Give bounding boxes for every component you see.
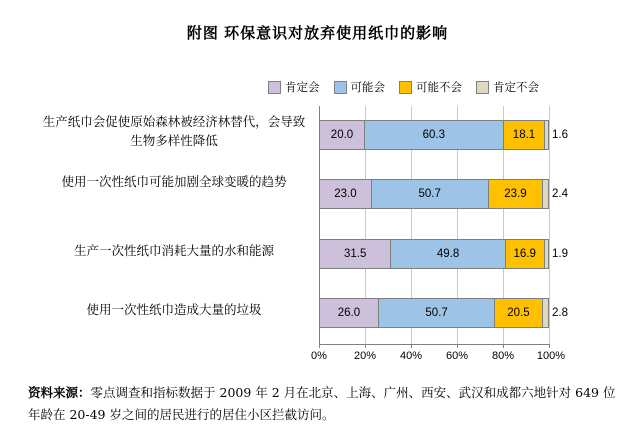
x-axis xyxy=(319,344,550,345)
legend-item-2 xyxy=(399,79,462,95)
legend-item-1 xyxy=(334,79,386,95)
xtick-label-3: 60% xyxy=(445,350,469,362)
bar-segment-3-0: 26.0 xyxy=(319,298,379,328)
xtick-label-5: 100% xyxy=(536,350,566,362)
xtick-5 xyxy=(549,344,550,348)
bar-row-2 xyxy=(319,239,568,269)
category-label-0: 生产纸巾会促使原始森林被经济林替代，会导致生物多样性降低 xyxy=(42,115,306,148)
plot-area xyxy=(319,106,568,344)
legend-swatch-3 xyxy=(476,81,489,94)
category-label-3: 使用一次性纸巾造成大量的垃圾 xyxy=(86,303,262,317)
xtick-2 xyxy=(411,344,412,348)
bar-segment-3-3 xyxy=(543,298,568,328)
bar-segment-0-0: 20.0 xyxy=(319,120,365,150)
bar-segment-0-2: 18.1 xyxy=(504,120,546,150)
bar-segment-0-1: 60.3 xyxy=(365,120,504,150)
bar-value-0-3: 1.6 xyxy=(551,129,568,141)
xtick-label-2: 40% xyxy=(399,350,423,362)
xtick-label-0: 0% xyxy=(311,350,327,362)
source-text: 零点调查和指标数据于 2009 年 2 月在北京、上海、广州、西安、武汉和成都六地针对 649 位年龄在 20-49 岁之间的居民进行的居住小区拦截访问。 xyxy=(28,385,616,422)
bar-value-1-3: 2.4 xyxy=(551,188,568,200)
bar-row-3 xyxy=(319,298,568,328)
legend-label-2: 可能不会 xyxy=(416,82,462,94)
bar-value-3-3: 2.8 xyxy=(551,307,568,319)
xtick-3 xyxy=(457,344,458,348)
bar-segment-2-2: 16.9 xyxy=(506,239,545,269)
legend-swatch-2 xyxy=(399,81,412,94)
legend-label-0: 肯定会 xyxy=(285,82,320,94)
legend-label-3: 肯定不会 xyxy=(493,82,539,94)
bar-row-1 xyxy=(319,179,568,209)
legend-item-3 xyxy=(476,79,539,95)
xtick-label-1: 20% xyxy=(353,350,377,362)
bar-segment-1-0: 23.0 xyxy=(319,179,372,209)
legend-item-0 xyxy=(268,79,320,95)
bar-segment-3-1: 50.7 xyxy=(379,298,496,328)
bar-segment-1-1: 50.7 xyxy=(372,179,489,209)
xtick-4 xyxy=(503,344,504,348)
bar-segment-2-3 xyxy=(545,239,568,269)
source-note xyxy=(28,382,618,426)
xtick-1 xyxy=(365,344,366,348)
category-label-1: 使用一次性纸巾可能加剧全球变暖的趋势 xyxy=(61,175,287,189)
legend-swatch-0 xyxy=(268,81,281,94)
chart-legend xyxy=(268,78,628,96)
source-label: 资料来源： xyxy=(28,386,91,400)
xtick-label-4: 80% xyxy=(491,350,515,362)
legend-swatch-1 xyxy=(334,81,347,94)
bar-segment-2-1: 49.8 xyxy=(391,239,505,269)
bar-row-0 xyxy=(319,120,568,150)
xtick-0 xyxy=(319,344,320,348)
bar-segment-1-2: 23.9 xyxy=(489,179,544,209)
bar-segment-2-0: 31.5 xyxy=(319,239,391,269)
category-label-2: 生产一次性纸巾消耗大量的水和能源 xyxy=(73,244,274,258)
bar-value-2-3: 1.9 xyxy=(552,248,568,260)
gridline-100 xyxy=(549,106,550,344)
legend-label-1: 可能会 xyxy=(350,82,385,94)
chart-title: 附图 环保意识对放弃使用纸巾的影响 xyxy=(186,25,449,42)
bar-segment-0-3 xyxy=(545,120,568,150)
bar-segment-1-3 xyxy=(543,179,568,209)
bar-segment-3-2: 20.5 xyxy=(495,298,542,328)
